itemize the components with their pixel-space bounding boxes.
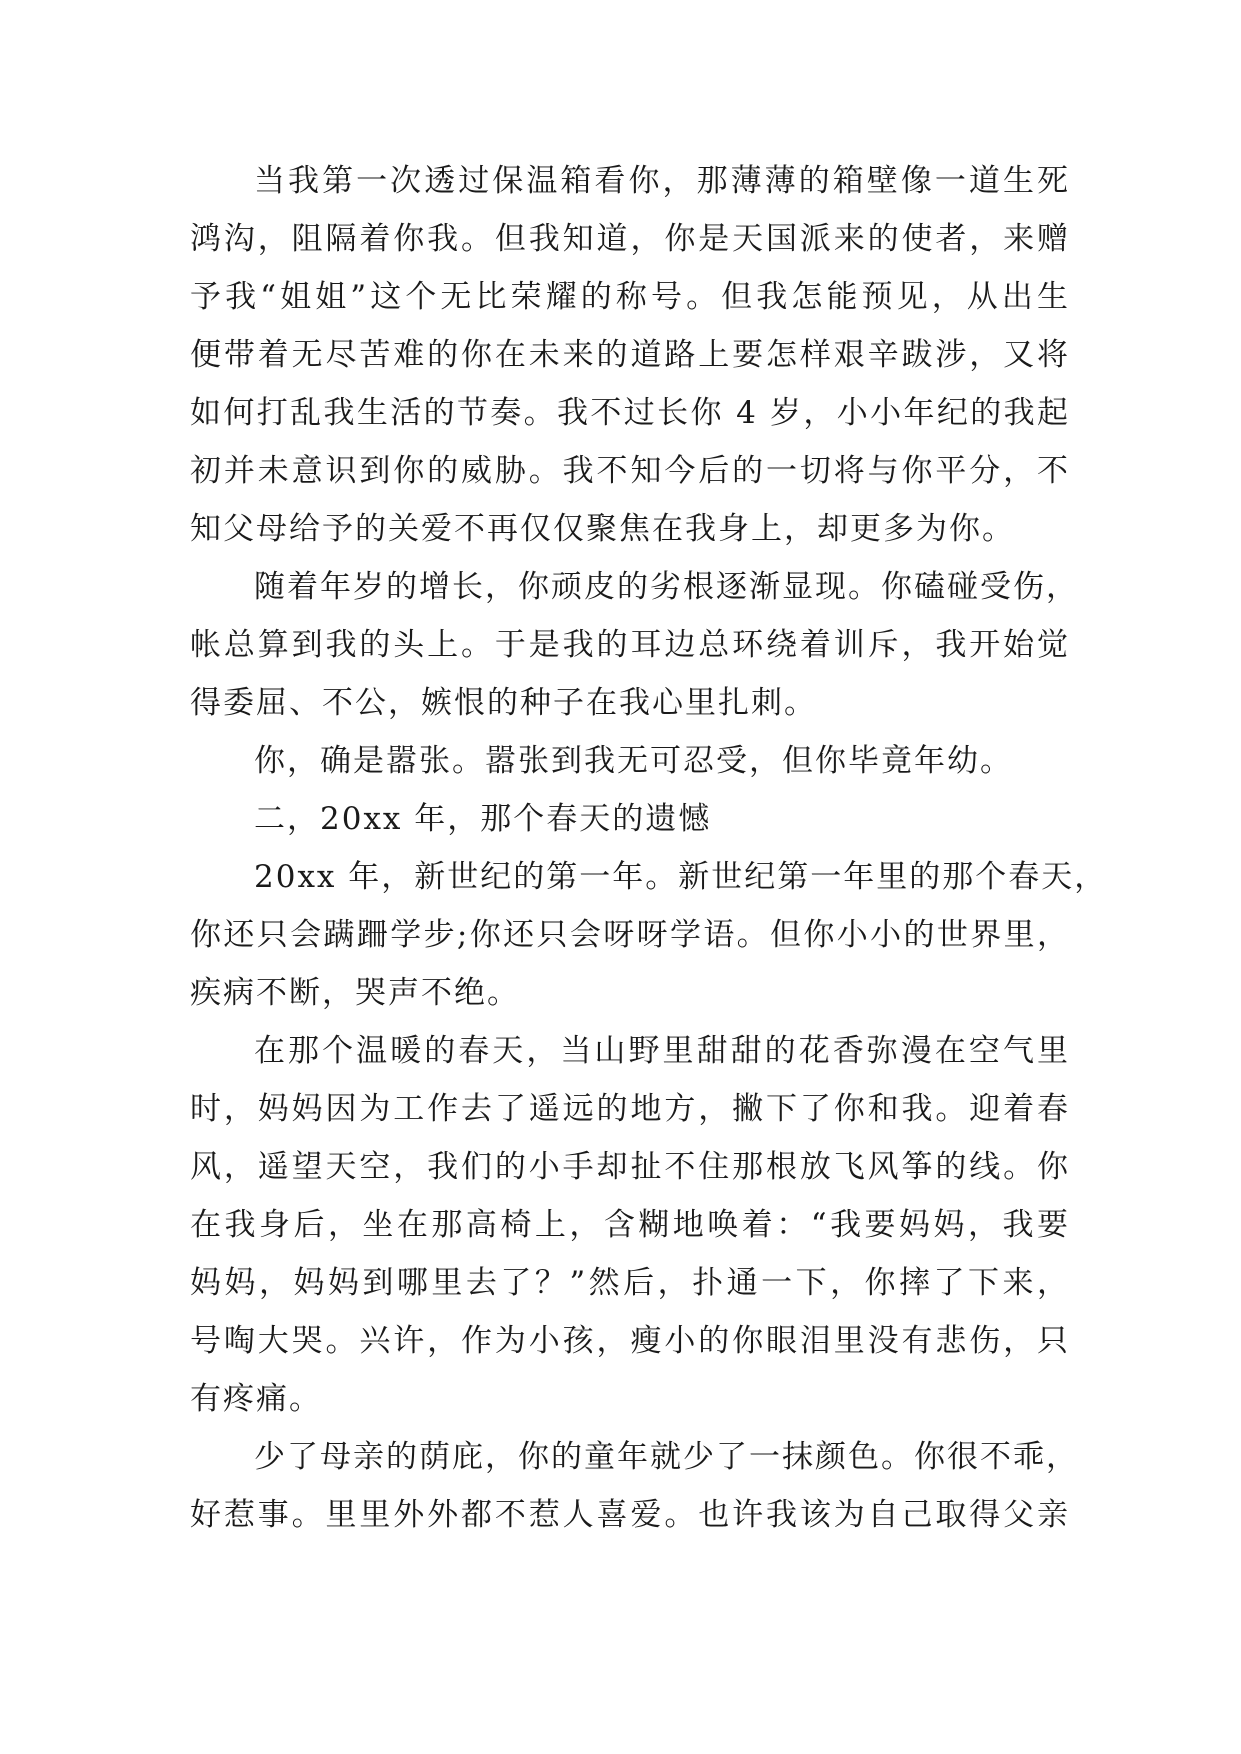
text-line: 有疼痛。 bbox=[190, 1381, 322, 1417]
text-line: 二，20xx 年，那个春天的遗憾 bbox=[254, 801, 712, 837]
text-line: 妈妈，妈妈到哪里去了？”然后，扑通一下，你摔了下来， bbox=[190, 1265, 1070, 1301]
text-line: 当我第一次透过保温箱看你，那薄薄的箱壁像一道生死 bbox=[254, 163, 1070, 199]
text-line: 予我“姐姐”这个无比荣耀的称号。但我怎能预见，从出生 bbox=[190, 279, 1070, 315]
text-line: 帐总算到我的头上。于是我的耳边总环绕着训斥，我开始觉 bbox=[190, 627, 1070, 663]
text-line: 在我身后，坐在那高椅上，含糊地唤着：“我要妈妈，我要 bbox=[190, 1207, 1070, 1243]
paragraph-4 bbox=[190, 848, 1108, 1022]
document-body bbox=[190, 152, 1108, 1544]
text-line: 便带着无尽苦难的你在未来的道路上要怎样艰辛跋涉，又将 bbox=[190, 337, 1070, 373]
text-line: 风，遥望天空，我们的小手却扯不住那根放飞风筝的线。你 bbox=[190, 1149, 1070, 1185]
text-line: 20xx 年，新世纪的第一年。新世纪第一年里的那个春天， bbox=[254, 859, 1108, 895]
text-line: 疾病不断，哭声不绝。 bbox=[190, 975, 520, 1011]
text-line: 少了母亲的荫庇，你的童年就少了一抹颜色。你很不乖， bbox=[254, 1439, 1079, 1475]
text-line: 鸿沟，阻隔着你我。但我知道，你是天国派来的使者，来赠 bbox=[190, 221, 1070, 257]
text-line: 得委屈、不公，嫉恨的种子在我心里扎刺。 bbox=[190, 685, 817, 721]
paragraph-2 bbox=[190, 558, 1079, 732]
text-line: 你，确是嚣张。嚣张到我无可忍受，但你毕竟年幼。 bbox=[254, 743, 1013, 779]
paragraph-3 bbox=[190, 732, 1070, 790]
text-line: 知父母给予的关爱不再仅仅聚焦在我身上，却更多为你。 bbox=[190, 511, 1015, 547]
paragraph-6 bbox=[190, 1428, 1079, 1544]
text-line: 好惹事。里里外外都不惹人喜爱。也许我该为自己取得父亲 bbox=[190, 1497, 1070, 1533]
text-line: 如何打乱我生活的节奏。我不过长你 4 岁，小小年纪的我起 bbox=[190, 395, 1070, 431]
paragraph-5 bbox=[190, 1022, 1070, 1428]
paragraph-1 bbox=[190, 152, 1070, 558]
text-line: 随着年岁的增长，你顽皮的劣根逐渐显现。你磕碰受伤， bbox=[254, 569, 1079, 605]
text-line: 时，妈妈因为工作去了遥远的地方，撇下了你和我。迎着春 bbox=[190, 1091, 1070, 1127]
text-line: 在那个温暖的春天，当山野里甜甜的花香弥漫在空气里 bbox=[254, 1033, 1070, 1069]
text-line: 号啕大哭。兴许，作为小孩，瘦小的你眼泪里没有悲伤，只 bbox=[190, 1323, 1070, 1359]
text-line: 你还只会蹒跚学步;你还只会呀呀学语。但你小小的世界里， bbox=[190, 917, 1070, 953]
text-line: 初并未意识到你的威胁。我不知今后的一切将与你平分，不 bbox=[190, 453, 1070, 489]
section-heading bbox=[190, 790, 1070, 848]
